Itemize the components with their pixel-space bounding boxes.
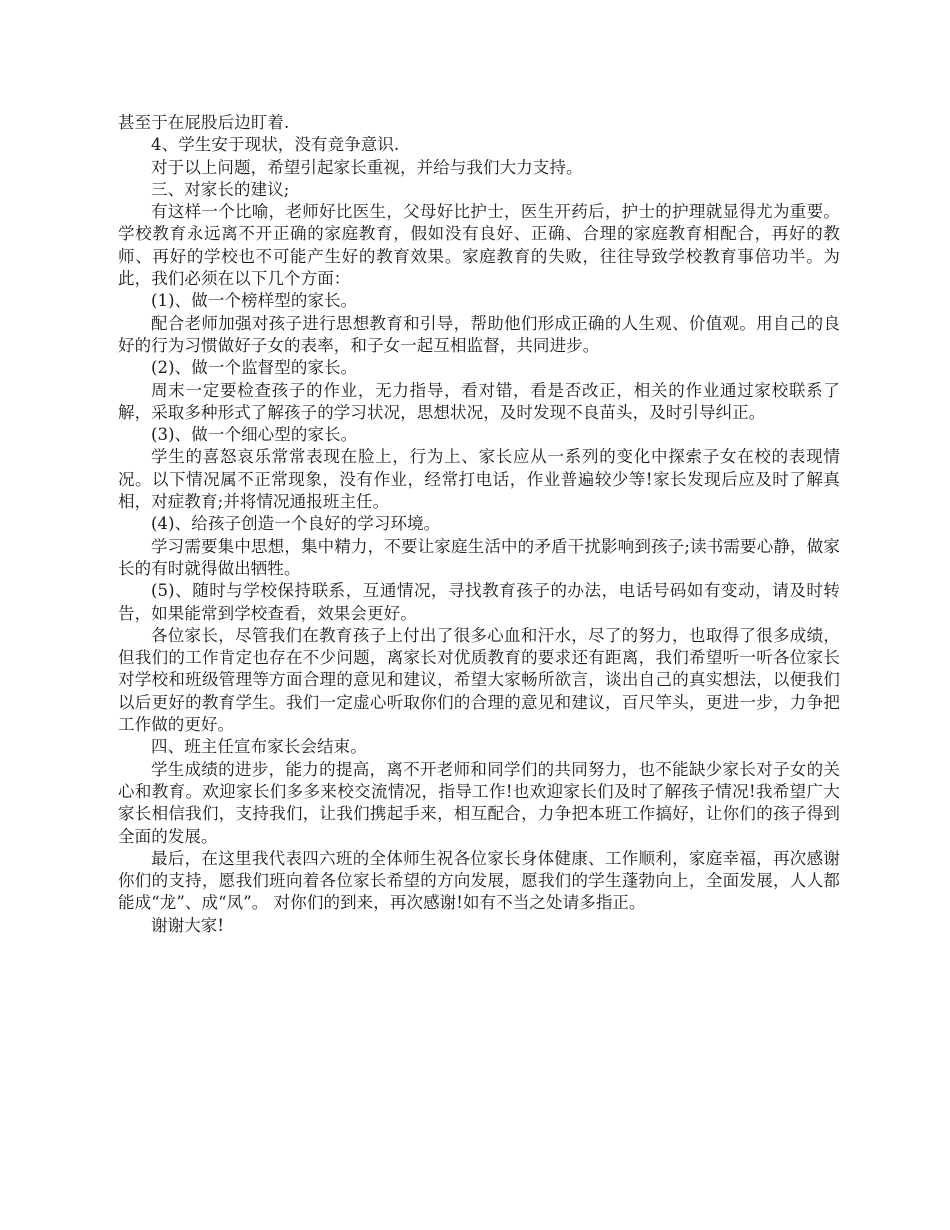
paragraph-thanks: 谢谢大家!	[151, 915, 225, 935]
paragraph-feedback-request: 各位家长，尽管我们在教育孩子上付出了很多心血和汗水，尽了的努力，也取得了很多成绩，但我们的工作肯定也存在不少问题，离家长对优质教育的要求还有距离，我们希望听一听各位家长对学校和班级管理等方面合理的意见和建议，希望大家畅所欲言，谈出自己的真实想法，以便我们以后更好的教育学生。我们一定虚心听取你们的合理的意见和建议，百尺竿头，更进一步，力争把工作做的更好。	[118, 625, 840, 735]
paragraph-support-request: 对于以上问题，希望引起家长重视，并给与我们大力支持。	[151, 157, 583, 177]
subheading-learning-environment: (4)、给孩子创造一个良好的学习环境。	[151, 514, 441, 534]
paragraph-attentive: 学生的喜怒哀乐常常表现在脸上，行为上、家长应从一系列的变化中探索子女在校的表现情况。以下情况属不正常现象，没有作业，经常打电话，作业普遍较少等!家长发现后应及时了解真相，对症教育;并将情况通报班主任。	[118, 447, 840, 512]
section-heading-meeting-end: 四、班主任宣布家长会结束。	[151, 737, 367, 757]
paragraph-item-4: 4、学生安于现状，没有竞争意识.	[151, 135, 400, 155]
subheading-role-model-parent: (1)、做一个榜样型的家长。	[151, 291, 358, 311]
paragraph-learning-environment: 学习需要集中思想，集中精力，不要让家庭生活中的矛盾干扰影响到孩子;读书需要心静，做家长的有时就得做出牺牲。	[118, 536, 840, 578]
section-heading-suggestions: 三、对家长的建议;	[151, 179, 290, 199]
document-page	[118, 112, 840, 937]
paragraph-closing-wishes: 最后，在这里我代表四六班的全体师生祝各位家长身体健康、工作顺利，家庭幸福，再次感谢你们的支持，愿我们班向着各位家长希望的方向发展，愿我们的学生蓬勃向上，全面发展，人人都能成“龙”、成“凤”。 对你们的到来，再次感谢!如有不当之处请多指正。	[118, 848, 840, 913]
subheading-attentive-parent: (3)、做一个细心型的家长。	[151, 425, 358, 445]
subheading-supervisor-parent: (2)、做一个监督型的家长。	[151, 358, 358, 378]
paragraph-continuation: 甚至于在屁股后边盯着.	[118, 113, 290, 132]
paragraph-role-model: 配合老师加强对孩子进行思想教育和引导，帮助他们形成正确的人生观、价值观。用自己的良好的行为习惯做好子女的表率，和子女一起互相监督，共同进步。	[118, 313, 840, 355]
paragraph-metaphor: 有这样一个比喻，老师好比医生，父母好比护士，医生开药后，护士的护理就显得尤为重要。学校教育永远离不开正确的家庭教育，假如没有良好、正确、合理的家庭教育相配合，再好的教师、再好的学校也不可能产生好的教育效果。家庭教育的失败，往往导致学校教育事倍功半。为此，我们必须在以下几个方面：	[118, 202, 840, 289]
subheading-keep-contact: (5)、随时与学校保持联系，互通情况，寻找教育孩子的办法，电话号码如有变动，请及时转告，如果能常到学校查看，效果会更好。	[118, 581, 840, 623]
paragraph-supervisor: 周末一定要检查孩子的作业，无力指导，看对错，看是否改正，相关的作业通过家校联系了解，采取多种形式了解孩子的学习状况，思想状况，及时发现不良苗头，及时引导纠正。	[118, 380, 840, 422]
paragraph-cooperation: 学生成绩的进步，能力的提高，离不开老师和同学们的共同努力，也不能缺少家长对子女的关心和教育。欢迎家长们多多来校交流情况，指导工作!也欢迎家长们及时了解孩子情况!我希望广大家长相信我们，支持我们，让我们携起手来，相互配合，力争把本班工作搞好，让你们的孩子得到全面的发展。	[118, 759, 840, 846]
